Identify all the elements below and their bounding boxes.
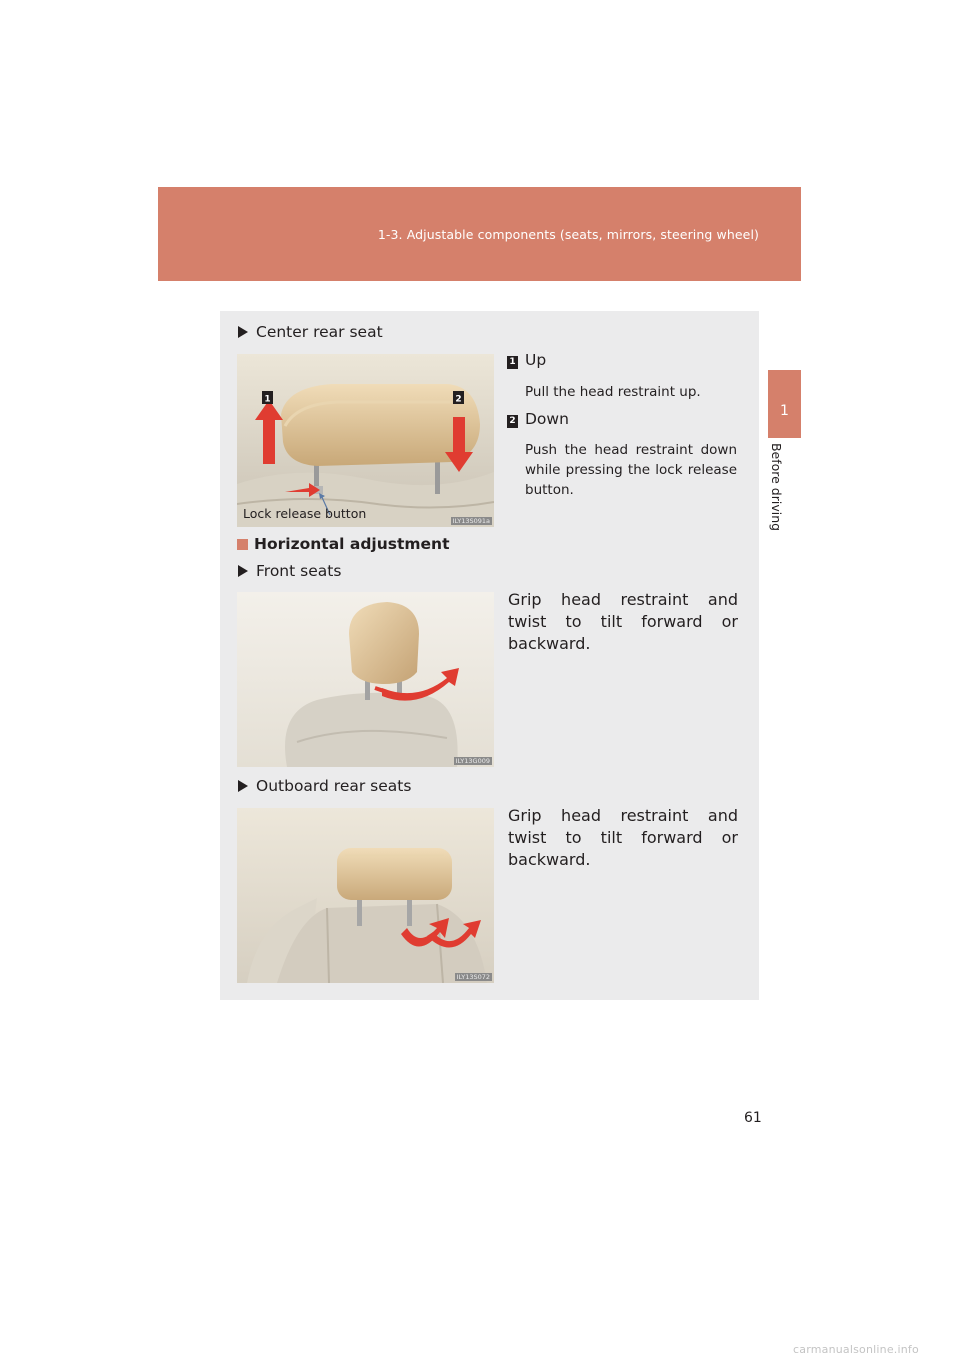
chapter-tab (768, 370, 801, 438)
watermark: carmanualsonline.info (793, 1343, 919, 1356)
step-number-badge: 1 (507, 356, 518, 369)
outboard-rear-head-restraint-figure (237, 808, 494, 983)
figure-code: ILY13S091a (452, 517, 490, 525)
step-title-down: Down (525, 410, 569, 428)
triangle-bullet-icon (238, 565, 248, 577)
front-seats-label: Front seats (238, 562, 341, 580)
horizontal-adjustment-heading: Horizontal adjustment (237, 535, 450, 553)
step-description-up: Pull the head restraint up. (525, 384, 701, 400)
outboard-rear-seats-label: Outboard rear seats (238, 777, 411, 795)
content-panel (220, 311, 759, 1000)
svg-text:1: 1 (264, 394, 271, 405)
triangle-bullet-icon (238, 780, 248, 792)
center-rear-head-restraint-figure (237, 354, 494, 527)
chapter-label: Before driving (769, 442, 784, 532)
svg-text:2: 2 (455, 394, 462, 405)
triangle-bullet-icon (238, 326, 248, 338)
outboard-rear-seats-instruction: Grip head restraint and twist to tilt forward or backward. (508, 806, 738, 869)
figure-code: ILY13S072 (456, 973, 490, 981)
chapter-title: 1-3. Adjustable components (seats, mirrors, steering wheel) (377, 227, 759, 242)
page-number: 61 (744, 1110, 762, 1126)
front-seats-instruction: Grip head restraint and twist to tilt forward or backward. (508, 590, 738, 653)
step-number-badge: 2 (507, 415, 518, 428)
figure-code: ILY13G009 (455, 757, 490, 765)
chapter-header (158, 187, 801, 281)
step-description-down: Push the head restraint down while pressing the lock release button. (525, 442, 737, 498)
center-rear-seat-label: Center rear seat (238, 323, 383, 341)
lock-release-button-callout: Lock release button (243, 506, 367, 521)
square-bullet-icon (237, 539, 248, 550)
front-seat-head-restraint-figure (237, 592, 494, 767)
step-title-up: Up (525, 351, 547, 369)
chapter-number: 1 (780, 403, 789, 419)
